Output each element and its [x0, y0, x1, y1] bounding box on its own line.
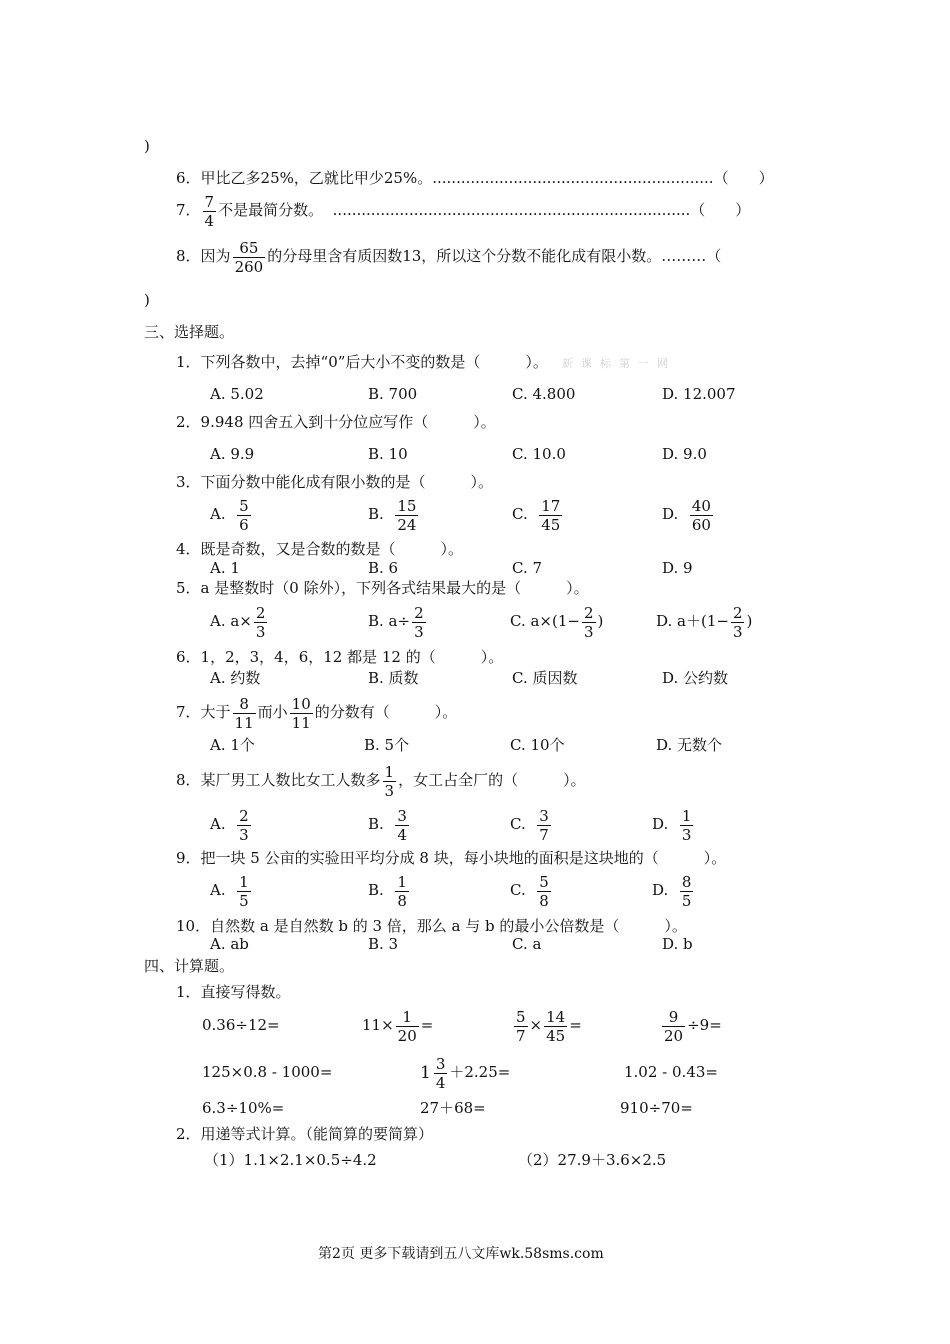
- fraction: $\frac{15}{24}$: [397, 496, 417, 534]
- continuation-mark: ): [144, 137, 150, 155]
- choice-question-10: 10．自然数 a 是自然数 b 的 3 倍，那么 a 与 b 的最小公倍数是（ ）。: [176, 917, 687, 935]
- option-d: D. 12.007: [662, 385, 736, 403]
- calc-expression: $\frac{5}{7}$ × $\frac{14}{45}$ =: [516, 1007, 582, 1045]
- choice-question-5: 5．a 是整数时（0 除外），下列各式结果最大的是（ ）。: [176, 579, 589, 597]
- option-c: C. 4.800: [512, 385, 576, 403]
- fraction: $\frac{1}{20}$: [397, 1007, 417, 1045]
- option-d: D. b: [662, 935, 693, 953]
- option-c: C. 10个: [510, 736, 565, 754]
- calc-expression: 1.02 - 0.43=: [624, 1063, 718, 1081]
- fraction: $\frac{8}{11}$: [234, 694, 254, 732]
- option-d: D. $\frac{8}{5}$: [652, 872, 692, 910]
- option-a: A. 1个: [210, 736, 255, 754]
- fraction: $\frac{7}{4}$: [204, 192, 215, 230]
- dot-leader: ...........................................................: [432, 169, 714, 187]
- question-number: 7．: [176, 201, 201, 219]
- fraction: $\frac{1}{3}$: [384, 762, 395, 800]
- calc-expression: 6.3÷10%=: [202, 1099, 285, 1117]
- option-a: A. $\frac{1}{5}$: [210, 872, 249, 910]
- fraction: $\frac{1}{5}$: [239, 872, 249, 910]
- option-b: B. a÷ $\frac{2}{3}$: [368, 603, 424, 641]
- question-text: 不是最简分数。: [218, 201, 324, 219]
- fraction: $\frac{2}{3}$: [583, 603, 594, 641]
- option-b: B. 5个: [364, 736, 410, 754]
- choice-question-2: 2．9.948 四舍五入到十分位应写作（ ）。: [176, 413, 496, 431]
- option-c: C. a: [512, 935, 542, 953]
- option-d: D. 9.0: [662, 445, 707, 463]
- option-d: D. 9: [662, 559, 693, 577]
- fraction: $\frac{14}{45}$: [546, 1007, 566, 1045]
- calc-problem-2: （2）27.9＋3.6×2.5: [518, 1151, 667, 1169]
- judge-question-8: [176, 236, 721, 276]
- judge-question-7: [176, 190, 750, 230]
- option-c: C. $\frac{17}{45}$: [512, 496, 561, 534]
- calc-expression: 11× $\frac{1}{20}$ =: [362, 1007, 434, 1045]
- calc-expression: $\frac{9}{20}$ ÷9=: [664, 1007, 722, 1045]
- option-a: A. ab: [210, 935, 249, 953]
- calc-expression: 910÷70=: [620, 1099, 693, 1117]
- option-d: D. 公约数: [662, 669, 729, 687]
- question-stem: 1．下列各数中，去掉“0”后大小不变的数是（ ）。: [176, 353, 548, 371]
- calc-expression: 1 $\frac{3}{4}$ ＋2.25=: [420, 1054, 511, 1092]
- option-b: B. 6: [368, 559, 399, 577]
- dot-leader: ...........................................................................: [332, 201, 691, 219]
- option-a: A. $\frac{2}{3}$: [210, 806, 249, 844]
- judge-question-6: [176, 168, 774, 188]
- question-text: 因为: [200, 247, 231, 265]
- option-a: A. 约数: [210, 669, 261, 687]
- fraction: $\frac{2}{3}$: [255, 603, 266, 641]
- fraction: $\frac{1}{3}$: [681, 806, 692, 844]
- question-text: 的分母里含有质因数13，所以这个分数不能化成有限小数。………（: [267, 247, 722, 265]
- option-b: B. $\frac{3}{4}$: [368, 806, 407, 844]
- choice-question-8: 8．某厂男工人数比女工人数多 $\frac{1}{3}$ ，女工占全厂的（ ）。: [176, 762, 586, 800]
- fraction: $\frac{10}{11}$: [291, 694, 311, 732]
- fraction: $\frac{8}{5}$: [681, 872, 692, 910]
- option-b: B. 3: [368, 935, 399, 953]
- option-b: B. 10: [368, 445, 408, 463]
- option-a: A. 5.02: [210, 385, 264, 403]
- fraction: $\frac{2}{3}$: [732, 603, 743, 641]
- choice-question-9: 9．把一块 5 公亩的实验田平均分成 8 块，每小块地的面积是这块地的（ ）。: [176, 849, 727, 867]
- fraction: $\frac{17}{45}$: [541, 496, 561, 534]
- fraction: $\frac{3}{4}$: [397, 806, 407, 844]
- fraction: $\frac{5}{8}$: [539, 872, 549, 910]
- section-title: 四、计算题。: [144, 957, 235, 975]
- calc-expression: 125×0.8 - 1000=: [202, 1063, 333, 1081]
- question-text: 甲比乙多25%，乙就比甲少25%。: [200, 169, 433, 187]
- fraction: $\frac{5}{6}$: [239, 496, 249, 534]
- option-b: B. $\frac{15}{24}$: [368, 496, 417, 534]
- option-c: C. 10.0: [512, 445, 566, 463]
- page-footer: 第2页 更多下载请到五八文库wk.58sms.com: [318, 1246, 604, 1262]
- option-d: D. $\frac{1}{3}$: [652, 806, 692, 844]
- option-c: C. 7: [512, 559, 543, 577]
- option-d: D. 无数个: [656, 736, 723, 754]
- option-c: C. $\frac{3}{7}$: [510, 806, 549, 844]
- fraction: $\frac{40}{60}$: [691, 496, 711, 534]
- calc-problem-1: （1）1.1×2.1×0.5÷4.2: [204, 1151, 377, 1169]
- calc-expression: 0.36÷12=: [202, 1016, 280, 1034]
- option-d: D. $\frac{40}{60}$: [662, 496, 711, 534]
- option-b: B. 700: [368, 385, 418, 403]
- choice-question-3: 3．下面分数中能化成有限小数的是（ ）。: [176, 473, 494, 491]
- part-title: 1．直接写得数。: [176, 983, 291, 1001]
- fraction: $\frac{5}{7}$: [516, 1007, 526, 1045]
- option-a: A. $\frac{5}{6}$: [210, 496, 249, 534]
- choice-question-1: [176, 352, 676, 374]
- option-a: A. a× $\frac{2}{3}$: [210, 603, 266, 641]
- section-title: 三、选择题。: [144, 323, 235, 341]
- option-a: A. 1: [210, 559, 240, 577]
- question-number: 8．: [176, 247, 201, 265]
- part-title: 2．用递等式计算。（能简算的要简算）: [176, 1125, 434, 1143]
- fraction: $\frac{9}{20}$: [664, 1007, 684, 1045]
- fraction: $\frac{2}{3}$: [239, 806, 249, 844]
- option-d: D. a＋(1− $\frac{2}{3}$ ): [656, 603, 753, 641]
- mixed-number: 1 $\frac{3}{4}$: [420, 1054, 446, 1092]
- option-b: B. $\frac{1}{8}$: [368, 872, 407, 910]
- choice-question-4: 4．既是奇数，又是合数的数是（ ）。: [176, 540, 464, 558]
- option-c: C. a×(1− $\frac{2}{3}$ ): [510, 603, 604, 641]
- option-a: A. 9.9: [210, 445, 255, 463]
- calc-expression: 27＋68=: [420, 1099, 486, 1117]
- answer-bracket: （ ）: [713, 169, 774, 187]
- option-b: B. 质数: [368, 669, 419, 687]
- continuation-mark: ): [144, 291, 150, 309]
- option-c: C. $\frac{5}{8}$: [510, 872, 549, 910]
- fraction: $\frac{65}{260}$: [234, 238, 264, 276]
- option-c: C. 质因数: [512, 669, 578, 687]
- fraction: $\frac{3}{7}$: [539, 806, 549, 844]
- question-number: 6．: [176, 169, 201, 187]
- choice-question-7: 7．大于 $\frac{8}{11}$ 而小 $\frac{10}{11}$ 的分数有（ ）。: [176, 694, 458, 732]
- watermark: 新课标第一网: [561, 357, 676, 370]
- fraction: $\frac{2}{3}$: [414, 603, 424, 641]
- fraction: $\frac{1}{8}$: [397, 872, 407, 910]
- answer-bracket: （ ）: [690, 201, 751, 219]
- choice-question-6: 6．1，2，3，4，6，12 都是 12 的（ ）。: [176, 648, 504, 666]
